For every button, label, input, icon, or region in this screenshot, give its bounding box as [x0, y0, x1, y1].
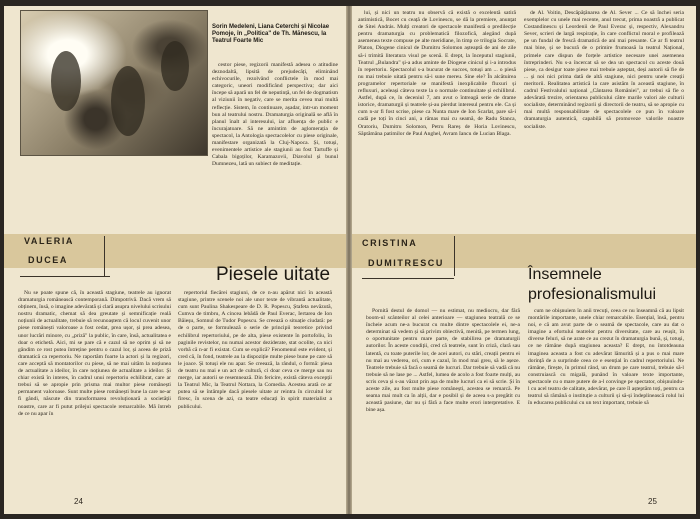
author-first-name: VALERIA: [24, 236, 75, 246]
theatre-photo: [20, 10, 208, 156]
author-rule: [362, 278, 454, 279]
author-first-name: CRISTINA: [362, 238, 418, 248]
photo-figure: [111, 66, 145, 136]
page-number-left: 24: [74, 497, 83, 506]
article-column-2-text: repertoriul fiecărei stagiuni, de ce n-au apărut nici în această stagiune, printre scenele noi ale unor texte de vibrantă actualitate, cum sunt Paulina Shakespeare de D. R. Popescu, Ștafeta nevăzută, Cumva de timbru, A cincea lebădă de Paul Everac, Iertarea de Ion Băieșu, Somnul de Tudor Popescu. Se creează o situație ciudată: pe de o parte, se formulează o serie de principii teoretice privind echilibrul repertoriului, pe de alta, piese existente în portofoliu, în paginile revistelor, nu numai acestor deziderate, stat ocolite, ca nici vorbă că n-ar fi existat. Cum se explică? Fenomenul este evident, și cred că, în fond, teatrele au la dispoziție multe piese bune pe care să le joace. Și totuși ele nu apar. Se creează, la rândul, o formă: piesa de teatru nu mai e un act de cultură, ci doar ceva ce merge sau nu merge, iar autorii se resemnează. Din fericire, există câteva excepții la Teatrul Mic, la Teatrul Nottara, la Comedia. Acestea arată ce ar putea să se întâmple dacă piesele uitate ar reintra în circuitul lor firesc, în scena de azi, ca teatre educați în spirit materialist a publicului.: [178, 290, 332, 410]
top-column: [212, 62, 338, 234]
author-last-name: DUCEA: [28, 255, 69, 265]
article-title-line-1: Însemnele: [528, 266, 602, 283]
header-divider: [454, 236, 455, 276]
top-column-text: cestor piese, regizorii manifestă adesea o atitudine deznodaltă, lipsită de prejudecăți, eliminând echivocurile, rezolvând conflictele în mod mai categoric, uneori modificând perspectiva; dar aici începe să apară un fel de neputință, un fel de dogmatism al viziunii în negativ, care se merita cevea mai multă reflecție. Sistem, în continuare, așadar, intr-un moment bun al teatrului nostru. Dramaturgia originală se află în planul înalt al interesului, iar afluența de public e încurajatoare. Să ne amintim de aglomerația de spectacol, la Antologia spectacolelor cu piese originale, manifestare organizată la Cluj-Napoca. Și, totuși, evenimentele artistice ale stagiunii au fost Tartuffe și Cabala bigoților, Karamazovii, Diavolul și bunul Dumnezeu, lată un subiect de meditație.: [212, 62, 338, 168]
photo-figure: [161, 41, 189, 91]
article-title: Piesele uitate: [216, 264, 331, 285]
right-column-4-text: cum ne obișnuiem în anii trecuți, ceea ce nu înseamnă că au lipsit montările importante, unele chiar remarcabile. Esențial, însă, pentru noi, e că am avut parte de o seamă de spectacole, care au dat o imagine a efortului teatrelor pentru diversitate, care au reușit, în diverse feluri, să ne arate ce au crezut în dramaturgia bună, și, totuși, ce ne rămâne după stagiunea aceasta? E drept, nu întotdeauna imaginea aceasta a fost cu adevărat lămurită și a pus o mai mare dorință de a surprinde ceea ce e esențial în cadrul repertoriului. Ne rămâne, firește, în primul rând, un drum pe care teatrul, trebuie să-l construiască cu migală, punând în valoare texte importante, spectacole cu o mare putere de a-l convinge pe spectator, obișnuindu-l cu acel teatru de calitate, adevărat, pe care îl așteptăm toți, pentru ca teatrul să rămână o instituție a culturii și să-și îndeplinească rolul lui în educarea publicului cu un text important, trebuie să: [528, 308, 684, 407]
right-column-1-text: lui, și nici un teatru nu observă că există o excelentă satiră antimistică, Bocet cu ceață de Lovinescu, se dă la premiere, anunțat de Sitei András. Mulți creatori de spectacole manifestă o predilecție pentru dramaturgia cu problematică filozofică, alegând după asemenea texte compuse pe alte meridiane, în timp ce trilogia Socrate, Platon, Diogene cinicul de Dumitru Solomon așteaptă de ani de zile să-i trimită literatura visul pe scenă. E drept, la începutul stagiunii, Teatrul „Bulandra" și-a adus aminte de Diogene cinicul și i-a introdus în repertoriu. Spectacolul s-a bucurat de succes, totuși am ... o piesă nu mai trebuie uitată pentru să-i sune mereu. Sine ele? În alcătuirea programelor repertoriale se manifestă inexplicabile fluxuri și refluxuri, aceleași câteva texte la o normale continuitate și echilibrul. Astfel, după ce, în deceniul 7, am avut o întreagă serie de drame istorice, dramaturgii și teatrele și-au pierdut interesul pentru ele. Ca și cum n-ar fi fost scrise, piese ca Nunta mare de Ion Scarlat, pare să-i cadă pe toți în cinci ani, a rămas mai cu seamă, de Radu Stanca, Oratoriu, Dumitru Solomon, Petru Rareș de Horia Lovinescu, Săptămâna patimilor de Paul Anghel, Avram Iancu de Lucian Blaga.: [358, 10, 516, 137]
author-rule: [20, 276, 110, 277]
article-column-1: [18, 290, 171, 490]
article-column-2: [178, 290, 332, 490]
right-column-4: [528, 308, 684, 492]
photo-figure: [51, 51, 81, 111]
header-divider: [104, 236, 105, 276]
right-column-3-text: Pornită destul de domol — nu estimat, nu mediocru, dar fără boom-ul scânteilor al celei anterioare — stagiunea teatrală ce se încheie acum ne-a bucurat cu multe dintre spectacolele ei, ne-a determinat să vedem și să privim obiectivă, menită, pe termen lung, o oportunitate pentru mare parte, de stabilirea pe dramaturgii autorilor. În aceste condiții, cred că teatrele, sunt în criză, clară sau latentă, cu toate puterile lor, de acei autori, cu stări, creații pentru ei nu mai au vederea, ori, cum e cazul, în mod mai greu, să le așeze. Teatrele trebuie să facă o seamă de lucruri. Dar trebuie să vadă că nu trebuie să ne lase pe ... Astfel, lumea de acolo a fost foarte mulți, au scris ceva și s-au văzut prin așa de multe lucruri ca ei să scrie. Și în aceste zile, au fost multe piese românești, acestea se remarcă. Pe seama mai mult ca în alții, dar e posibil și de aceea s-a pregătit cu această pasiune, dar nu și fără a face multe erori interpretative. E bine așa.: [366, 308, 520, 414]
right-column-1: [358, 10, 516, 232]
right-column-2-text: de Al. Voitin, Descăpățânarea de Al. Sever ... Ce să închei seria exemplelor cu unele mai recente, anul trecut, prima noastră a publicat Costandinescu și Leordenii de Paul Everac și, respectiv, Alexandru Sever, scrieri de largă respirație, în care conflictul moral e profilează pe un fundal de frescă dramatică de ani mai presante. Ce ar fi teatrul mai bine, și se bucură de o primire frumoasă la teatrul Național, primele care dispun de forțele artistice necesare unei asemenea întreprinderi. Nu s-a încercat să se dea un spectacol cu aceste două piese, ca desigur toate piese mai trebuie așteptat, deși autorii să fie de ... și noi nici prima dată de altă stagiune, nici pentru unele creații meritorii. Realitatea artistică la care asistăm în această stagiune, în cadrul Festivalului național „Cântarea României", ar trebui să fie o adevărată trezire, orientarea publicului către marile valori ale culturii socialiste, determinând regizorii și directorii de teatru, să se apropie cu mai multă responsabilitate de spectacolele ce pun în valoare dramaturgia autentică, capabilă să promoveze valorile noastre socialiste.: [524, 10, 684, 130]
left-page: [4, 6, 346, 514]
page-number-right: 25: [648, 497, 657, 506]
right-column-3: [366, 308, 520, 492]
author-last-name: DUMITRESCU: [368, 258, 444, 268]
article-title-line-2: profesionalismului: [528, 286, 657, 303]
photo-caption: Sorin Medeleni, Liana Ceterchi și Nicolae Pomoje, în „Politica" de Th. Mănescu, la Teatrul Foarte Mic: [212, 24, 330, 45]
right-column-2: [524, 10, 684, 232]
right-page: [352, 6, 696, 514]
article-column-1-text: Nu se poate spune că, în această stagiune, teatrele au ignorat dramaturgia românească contemporană. Dimpotrivă. Dacă vrem să obținem, însă, o imagine adevărată și clară asupra nivelului scrisului nostru dramatic, chemat să dea greutate și semnificație reală noțiunii de actualitate, trebuie să recunoaștem că locul cuvenit unor piese românești valoroase a fost cedat, prea ușor, și prea adesea, unor lucrări minore, cu „priză" la public, în care, însă, actualitatea e doar o etichetă. Aici, mi se pare că e cazul să ne oprim și să ne gândim ce rost putea întreține pentru o cazul lor, și aceea de priză dramatică ca repertoriu. Ne raportăm foarte la actori și la regizori, care acceptă să montatorilor cu piese, să ne mai uităm la noțiunea de actualitate a ideilor, în care noțiunea de actualitate a ideilor. Și chiar există în interes, în cadrul unui repertoriu echilibrat, care ar trebui să se apropie prin prisma mai multor piese românești permanent valoroase. Sunt multe piese românești bune la care ne-ar fi gândi, născute din transformarea revoluționară a societății noastre, care ar fi putut prilejui spectacole remarcabile. Mă întreb de ce nu apar în: [18, 290, 171, 417]
